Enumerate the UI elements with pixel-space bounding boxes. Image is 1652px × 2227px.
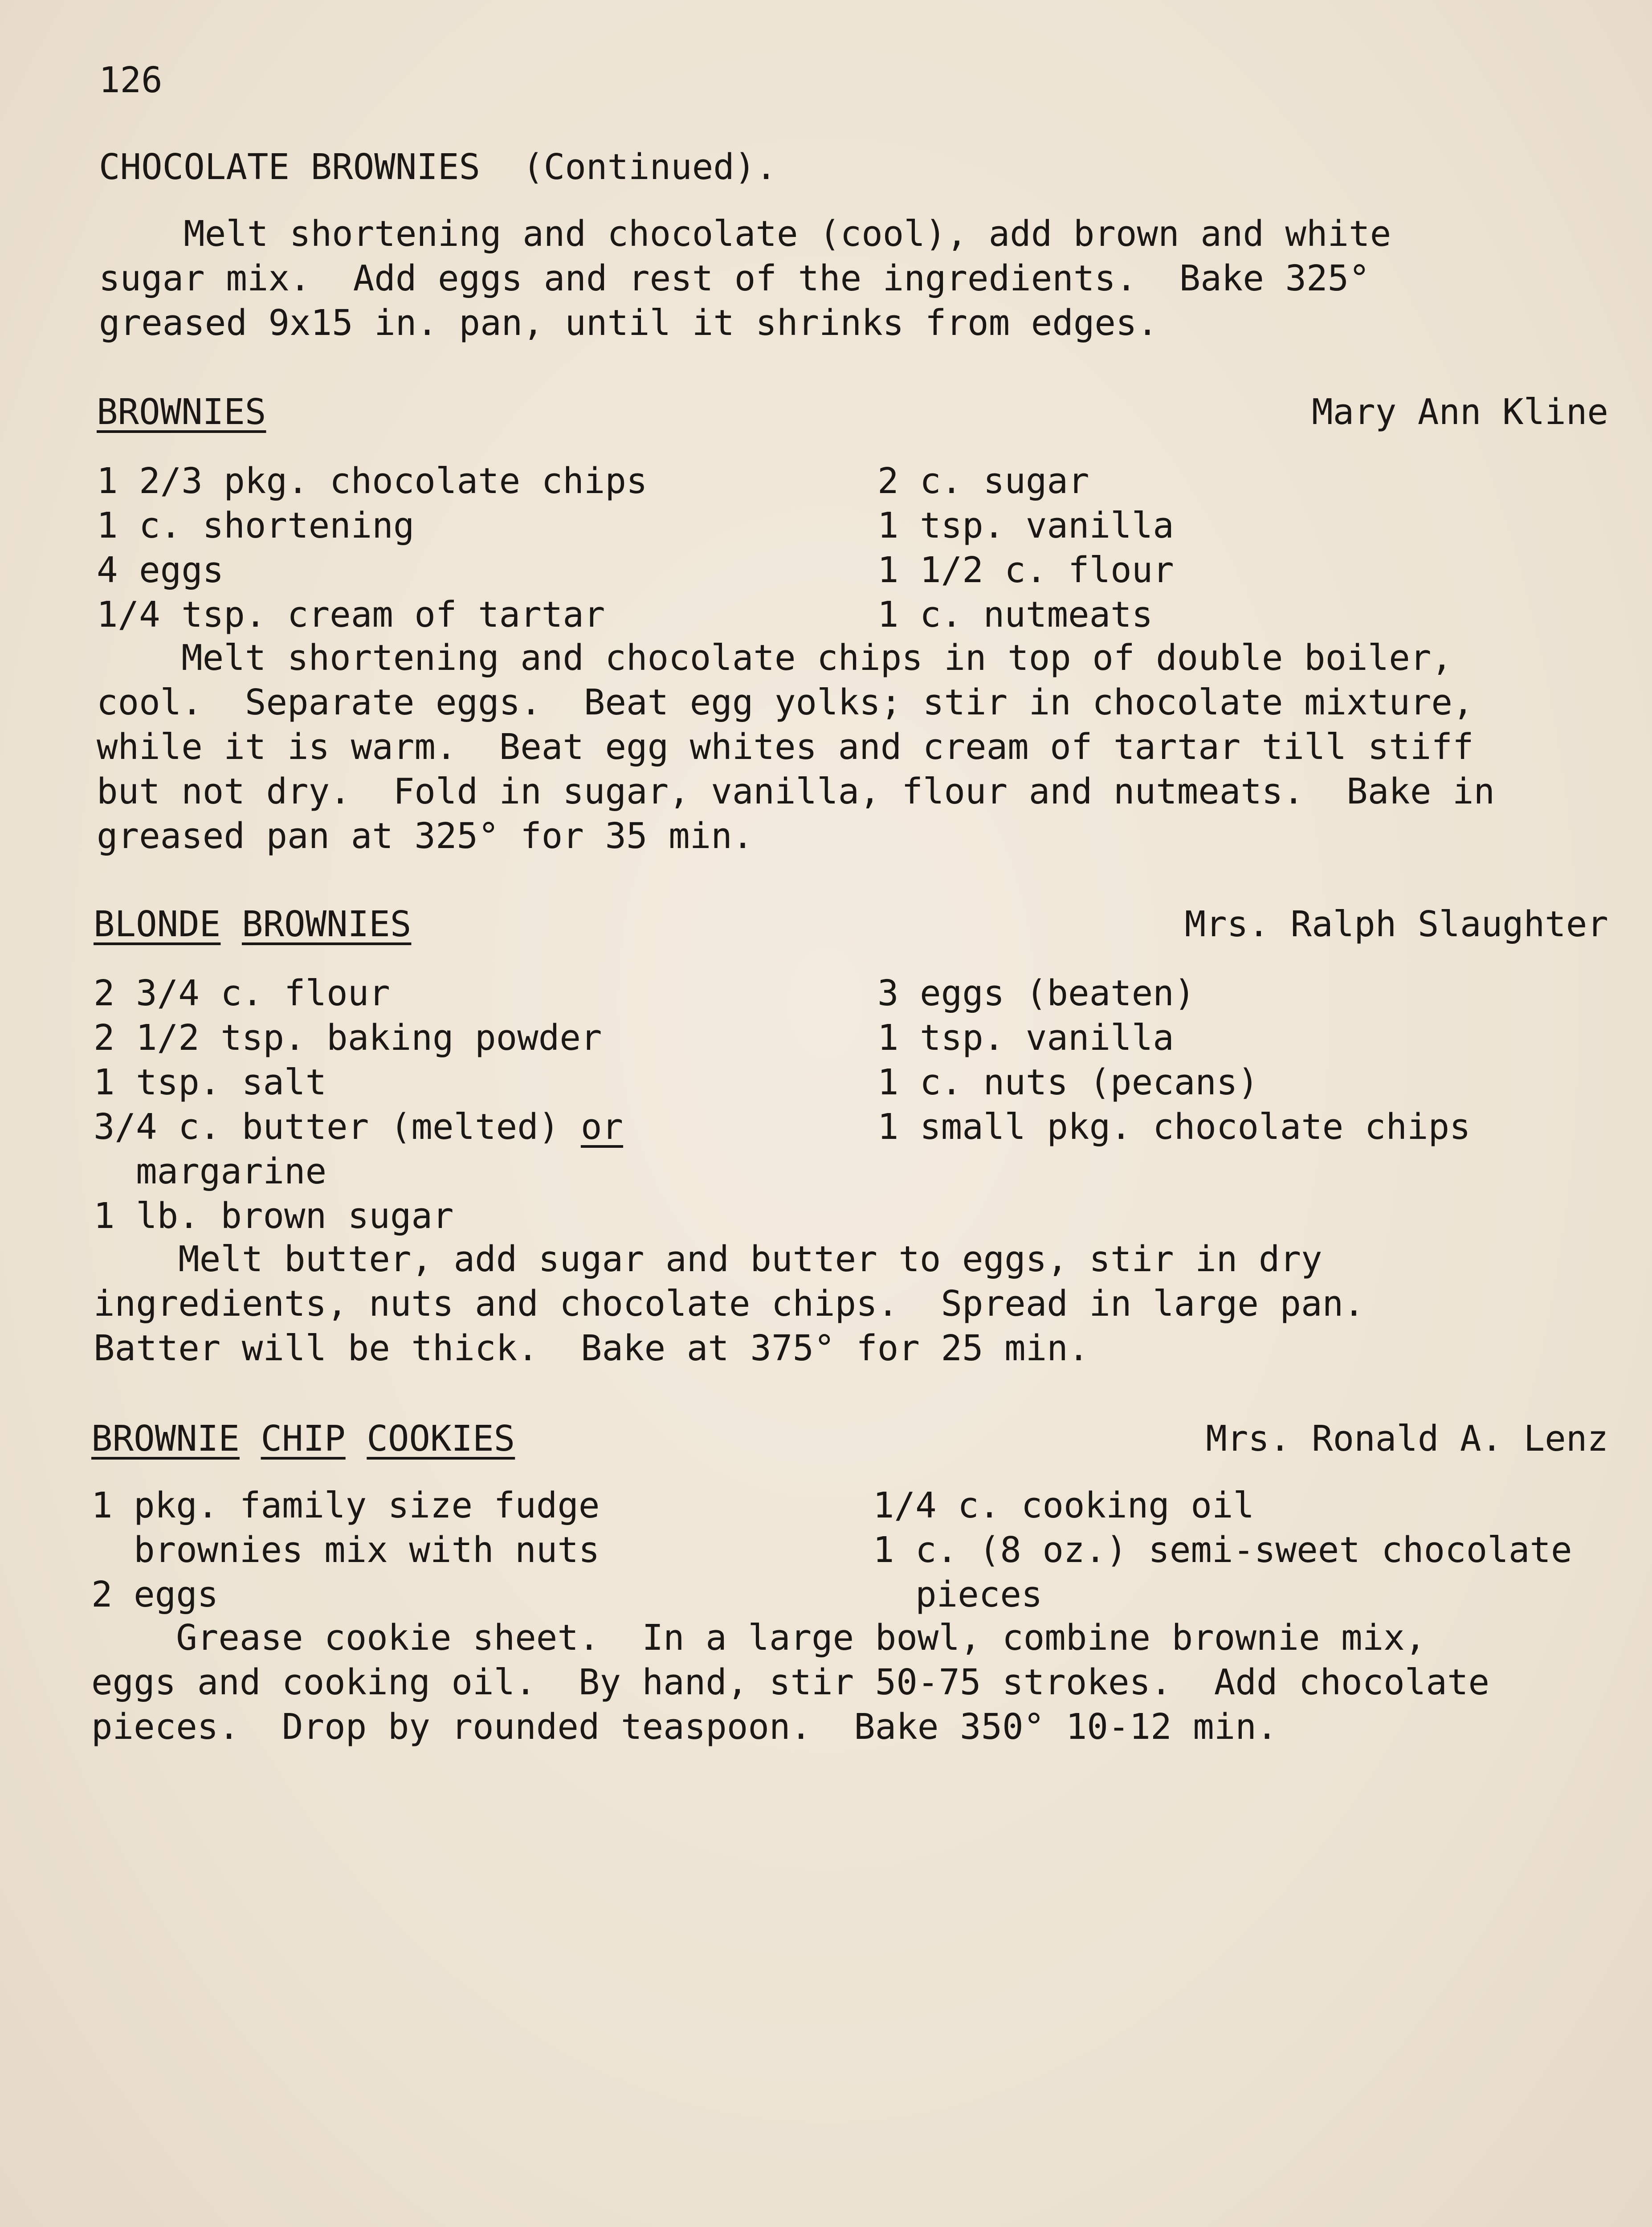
directions-line: Melt shortening and chocolate (cool), add brown and white [99, 213, 1391, 254]
directions-line: sugar mix. Add eggs and rest of the ingredients. Bake 325° [99, 258, 1370, 299]
directions-line: pieces. Drop by rounded teaspoon. Bake 350° 10-12 min. [91, 1706, 1278, 1747]
ingredient-item: 1 small pkg. chocolate chips [877, 1106, 1471, 1147]
or-word: or [580, 1106, 624, 1147]
ingredient-item: 1 c. nutmeats [877, 594, 1153, 635]
ingredient-item: pieces [873, 1574, 1043, 1615]
directions-line: Grease cookie sheet. In a large bowl, combine brownie mix, [91, 1617, 1426, 1658]
ingredient-item: 2 3/4 c. flour [94, 973, 390, 1014]
title-word: BLONDE [94, 904, 221, 945]
ingredient-item: 1 tsp. vanilla [877, 505, 1174, 546]
title-word: BROWNIE [91, 1418, 240, 1459]
directions-line: greased pan at 325° for 35 min. [97, 816, 754, 857]
directions-line: Melt butter, add sugar and butter to eggs, stir in dry [94, 1239, 1322, 1280]
ingredient-item: 2 eggs [91, 1574, 219, 1615]
directions-line: while it is warm. Beat egg whites and cream of tartar till stiff [97, 726, 1474, 767]
ingredient-item: 2 c. sugar [877, 461, 1089, 502]
page-number: 126 [99, 60, 163, 101]
ingredient-item [94, 1105, 623, 1149]
ingredient-item: margarine [94, 1151, 327, 1192]
directions-line: cool. Separate eggs. Beat egg yolks; stir in chocolate mixture, [97, 682, 1474, 723]
directions-line: greased 9x15 in. pan, until it shrinks from edges. [99, 302, 1158, 343]
recipe-title: CHOCOLATE BROWNIES [99, 147, 481, 188]
ingredient-item: 1 c. shortening [97, 505, 415, 546]
ingredient-item: 1/4 c. cooking oil [873, 1485, 1255, 1526]
ingredient-item: 1 lb. brown sugar [94, 1195, 454, 1236]
directions-line: Melt shortening and chocolate chips in top of double boiler, [97, 637, 1452, 678]
ingredient-item: 1 pkg. family size fudge [91, 1485, 600, 1526]
ingredient-item: 1 1/2 c. flour [877, 550, 1174, 591]
ingredient-item: 1 c. nuts (pecans) [877, 1062, 1259, 1103]
ingredient-item: 1 c. (8 oz.) semi-sweet chocolate [873, 1530, 1572, 1570]
recipe-title-brownies: BROWNIES [97, 392, 266, 432]
directions-line: ingredients, nuts and chocolate chips. Spread in large pan. [94, 1283, 1365, 1324]
ingredient-item: 1 2/3 pkg. chocolate chips [97, 461, 648, 502]
ingredient-item: 1 tsp. vanilla [877, 1017, 1174, 1058]
directions-line: but not dry. Fold in sugar, vanilla, flour and nutmeats. Bake in [97, 771, 1495, 812]
ingredient-item: brownies mix with nuts [91, 1530, 600, 1570]
ingredient-item: 1/4 tsp. cream of tartar [97, 594, 605, 635]
ingredient-text: 3/4 c. butter (melted) [94, 1106, 581, 1147]
title-word: BROWNIES [241, 904, 412, 945]
ingredient-item: 2 1/2 tsp. baking powder [94, 1017, 602, 1058]
ingredient-item: 3 eggs (beaten) [877, 973, 1195, 1014]
recipe-author: Mrs. Ralph Slaughter [1184, 904, 1608, 945]
recipe-title-blonde-brownies [94, 902, 411, 946]
ingredient-item: 4 eggs [97, 550, 224, 591]
ingredient-item: 1 tsp. salt [94, 1062, 327, 1103]
recipe-author: Mrs. Ronald A. Lenz [1206, 1418, 1608, 1459]
title-word: CHIP [261, 1418, 346, 1459]
recipe-author: Mary Ann Kline [1312, 392, 1608, 432]
directions-line: eggs and cooking oil. By hand, stir 50-75 strokes. Add chocolate [91, 1662, 1490, 1703]
recipe-title-chocolate-brownies [99, 145, 777, 189]
directions-line: Batter will be thick. Bake at 375° for 25 min. [94, 1328, 1089, 1369]
recipe-title-brownie-chip-cookies [91, 1416, 515, 1461]
title-word: COOKIES [367, 1418, 515, 1459]
recipe-title-suffix: (Continued). [480, 147, 777, 188]
